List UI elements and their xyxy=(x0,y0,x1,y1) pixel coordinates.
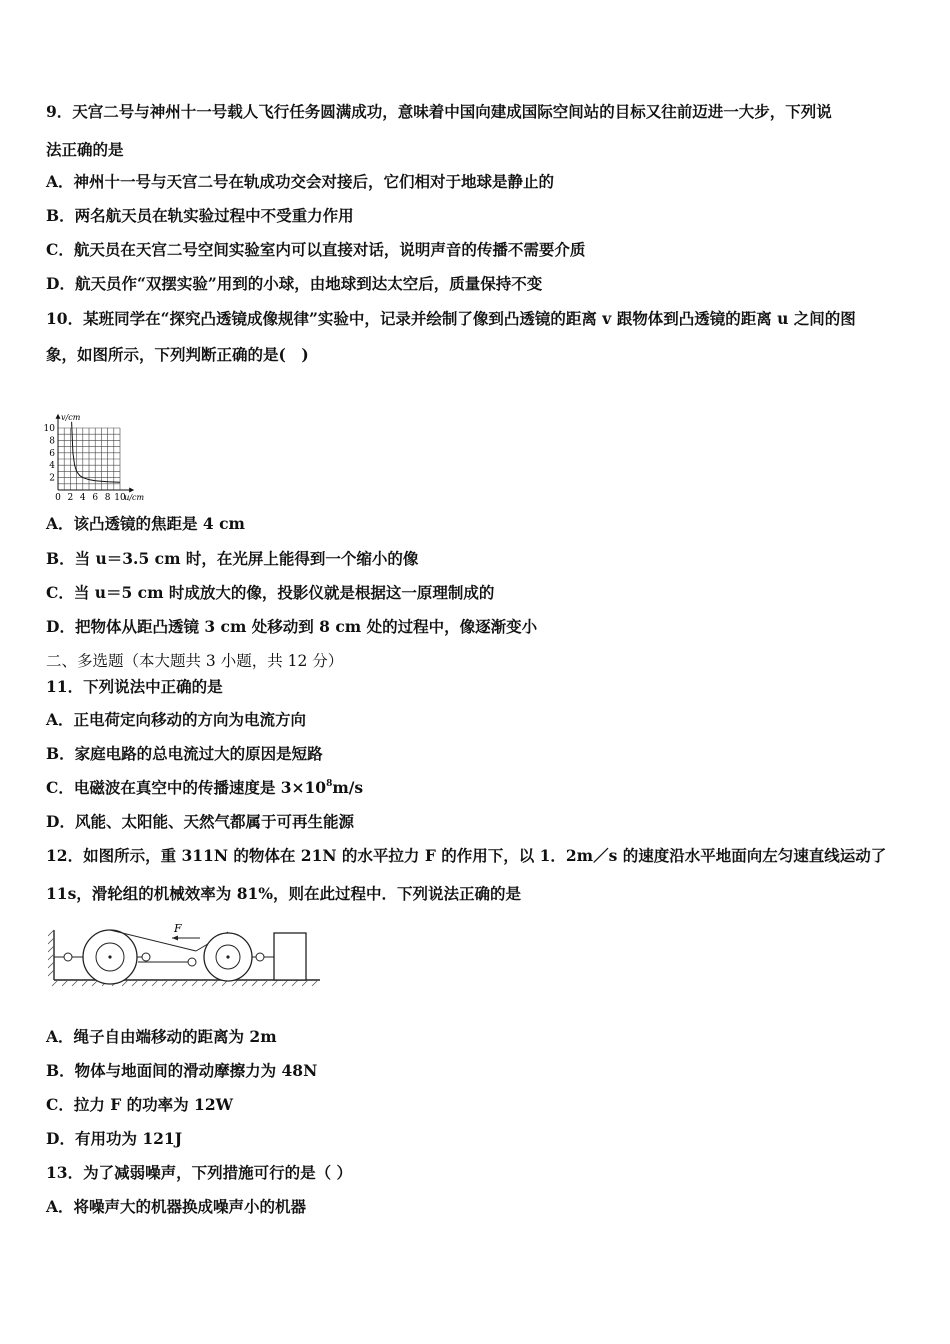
wall-hook xyxy=(64,953,72,961)
chart-xlabel: u/cm xyxy=(124,493,145,502)
q12-option-a: A．绳子自由端移动的距离为 2m xyxy=(46,1027,277,1046)
ground-hatch xyxy=(52,980,318,986)
x-tick-label: 6 xyxy=(92,493,99,503)
force-arrowhead xyxy=(172,936,178,941)
q11-option-c xyxy=(46,778,363,798)
q11-option-b: B．家庭电路的总电流过大的原因是短路 xyxy=(46,744,323,763)
q12-option-d: D．有用功为 121J xyxy=(46,1129,183,1148)
series-line xyxy=(72,422,120,483)
right-pulley-axle xyxy=(226,955,229,958)
section-heading-multiple-choice: 二、多选题（本大题共 3 小题，共 12 分） xyxy=(46,652,344,670)
y-tick-label: 8 xyxy=(49,436,55,447)
q11-option-c-unit: m/s xyxy=(332,778,364,797)
force-label: F xyxy=(174,922,182,935)
q9-option-d: D．航天员作“双摆实验”用到的小球，由地球到达太空后，质量保持不变 xyxy=(46,274,543,293)
q12-stem-line1: 12．如图所示，重 311N 的物体在 21N 的水平拉力 F 的作用下，以 1．2m／s 的速度沿水平地面向左匀速直线运动了 xyxy=(46,846,887,865)
q10-stem-line1: 10．某班同学在“探究凸透镜成像规律”实验中，记录并绘制了像到凸透镜的距离 v 跟物体到凸透镜的距离 u 之间的图 xyxy=(46,309,856,328)
x-tick-label: 2 xyxy=(67,493,74,503)
q13-stem: 13．为了减弱噪声，下列措施可行的是（ ） xyxy=(46,1163,352,1182)
left-wall-hatch xyxy=(48,930,54,976)
x-axis-arrow xyxy=(129,488,134,493)
x-tick-label: 10 xyxy=(114,493,126,503)
middle-hook xyxy=(188,958,196,966)
block xyxy=(274,933,306,980)
q10-option-d: D．把物体从距凸透镜 3 cm 处移动到 8 cm 处的过程中，像逐渐变小 xyxy=(46,617,538,636)
y-tick-label: 10 xyxy=(43,424,55,434)
q11-option-c-exponent: 8 xyxy=(326,779,333,789)
q9-option-a: A．神州十一号与天宫二号在轨成功交会对接后，它们相对于地球是静止的 xyxy=(46,172,555,191)
y-tick-label: 4 xyxy=(49,461,55,472)
right-pulley-hook xyxy=(256,953,264,961)
v-u-graph xyxy=(40,372,200,504)
q9-option-b: B．两名航天员在轨实验过程中不受重力作用 xyxy=(46,206,354,225)
left-pulley-hook xyxy=(142,953,150,961)
y-axis-arrow xyxy=(56,414,61,419)
x-tick-label: 4 xyxy=(79,493,86,503)
q11-option-d: D．风能、太阳能、天然气都属于可再生能源 xyxy=(46,812,354,831)
q10-option-b: B．当 u＝3.5 cm 时，在光屏上能得到一个缩小的像 xyxy=(46,549,419,568)
q11-option-c-text: C．电磁波在真空中的传播速度是 3×10 xyxy=(46,778,327,797)
q13-option-a: A．将噪声大的机器换成噪声小的机器 xyxy=(46,1197,307,1216)
left-pulley-axle xyxy=(108,955,111,958)
chart-series xyxy=(72,422,120,483)
pulley-system-diagram xyxy=(48,916,322,992)
x-tick-label: 0 xyxy=(55,493,61,503)
q9-stem-line1: 9．天宫二号与神州十一号载人飞行任务圆满成功，意味着中国向建成国际空间站的目标又往前迈进一大步，下列说 xyxy=(46,102,832,121)
q11-stem: 11．下列说法中正确的是 xyxy=(46,677,223,696)
x-tick-label: 8 xyxy=(104,493,111,503)
q10-stem-line2: 象，如图所示，下列判断正确的是( ) xyxy=(46,345,309,364)
q10-option-a: A．该凸透镜的焦距是 4 cm xyxy=(46,514,245,533)
q10-option-c: C．当 u＝5 cm 时成放大的像，投影仪就是根据这一原理制成的 xyxy=(46,583,495,602)
chart-grid xyxy=(58,428,120,490)
q12-option-b: B．物体与地面间的滑动摩擦力为 48N xyxy=(46,1061,318,1080)
y-tick-label: 2 xyxy=(49,473,55,484)
y-tick-label: 6 xyxy=(49,448,55,459)
q12-stem-line2: 11s，滑轮组的机械效率为 81%，则在此过程中．下列说法正确的是 xyxy=(46,884,521,903)
q12-option-c: C．拉力 F 的功率为 12W xyxy=(46,1095,234,1114)
q9-option-c: C．航天员在天宫二号空间实验室内可以直接对话，说明声音的传播不需要介质 xyxy=(46,240,586,259)
q9-stem-line2: 法正确的是 xyxy=(46,140,124,159)
q11-option-a: A．正电荷定向移动的方向为电流方向 xyxy=(46,710,307,729)
chart-ylabel: v/cm xyxy=(61,412,81,422)
